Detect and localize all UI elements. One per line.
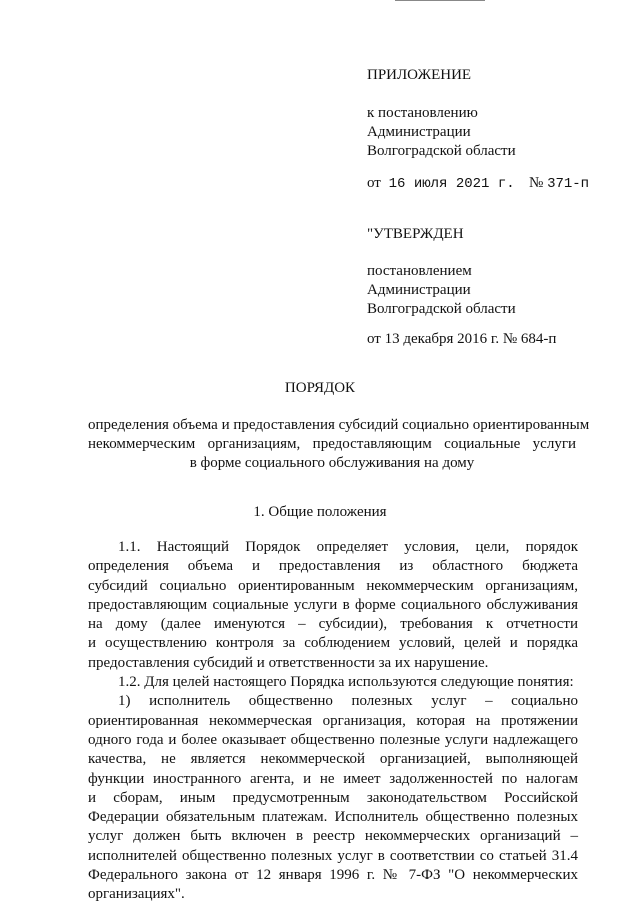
body-line: качества, не является некоммерческой организацией, выполняющей [88, 751, 578, 768]
approved-date-line: от 13 декабря 2016 г. № 684-п [367, 331, 557, 347]
appendix-reference [367, 104, 516, 161]
appendix-title-block [367, 66, 471, 85]
body-line: исполнителей общественно полезных услуг в соответствии со статьей 31.4 [88, 847, 578, 864]
body-line: на дому (далее именуются – субсидии), требования к отчетности [88, 616, 578, 633]
appendix-ref-line: к постановлению [367, 105, 478, 121]
appendix-number-value: 371-п [547, 176, 590, 192]
body-line: функции иностранного агента, и не имеет задолженностей по налогам [88, 770, 578, 787]
subtitle-line: в форме социального обслуживания на дому [189, 455, 475, 471]
section-title: 1. Общие положения [253, 504, 387, 520]
document-subtitle [88, 416, 590, 473]
approved-title-block [367, 225, 464, 244]
body-line: 1.2. Для целей настоящего Порядка используются следующие понятия: [118, 674, 574, 691]
body-line: 1.1. Настоящий Порядок определяет условия, цели, порядок [118, 539, 578, 555]
body-line: предоставления субсидий и ответственности за их нарушение. [88, 654, 489, 671]
approved-ref-line: постановлением [367, 263, 472, 279]
approved-ref-line: Администрации [367, 282, 471, 298]
approved-title: "УТВЕРЖДЕН [367, 226, 464, 242]
appendix-number [529, 174, 589, 194]
scan-edge-line [395, 0, 485, 1]
approved-date-block [367, 330, 556, 349]
body-line: одного года и более оказывает общественно полезные услуги надлежащего [88, 731, 578, 748]
body-line: услуг должен быть включен в реестр некоммерческих организаций – [88, 828, 578, 845]
document-title: ПОРЯДОК [284, 380, 356, 396]
body-line: предоставляющим социальные услуги в форме социального обслуживания [88, 596, 578, 613]
appendix-date-value: 16 июля 2021 г. [388, 176, 515, 192]
appendix-date-prefix: от [367, 175, 381, 191]
body-line: Федерации обязательным платежам. Исполнитель общественно полезных [88, 809, 578, 826]
subtitle-line: определения объема и предоставления субсидий социально ориентированным [88, 417, 590, 433]
document-body [88, 538, 578, 905]
body-line: ориентированная некоммерческая организация, которая на протяжении [88, 712, 578, 729]
body-line: 1) исполнитель общественно полезных услуг – социально [118, 693, 578, 710]
appendix-ref-line: Волгоградской области [367, 143, 516, 159]
body-line: и сборам, иным предусмотренным законодательством Российской [88, 789, 578, 806]
subtitle-line: некоммерческим организациям, предоставляющим социальные услуги [88, 436, 576, 452]
body-line: и осуществлению контроля за соблюдением условий, целей и порядка [88, 635, 578, 652]
appendix-ref-line: Администрации [367, 124, 471, 140]
approved-reference [367, 262, 516, 319]
appendix-number-prefix: № [529, 175, 544, 191]
approved-ref-line: Волгоградской области [367, 301, 516, 317]
body-line: Федерального закона от 12 января 1996 г. № 7-ФЗ "О некоммерческих [88, 867, 578, 884]
body-line: организациях". [88, 886, 185, 903]
appendix-date-line [367, 174, 592, 194]
appendix-title: ПРИЛОЖЕНИЕ [367, 67, 472, 83]
body-line: определения объема и предоставления из областного бюджета [88, 558, 578, 575]
body-line: субсидий социально ориентированным некоммерческим организациям, [88, 577, 578, 594]
